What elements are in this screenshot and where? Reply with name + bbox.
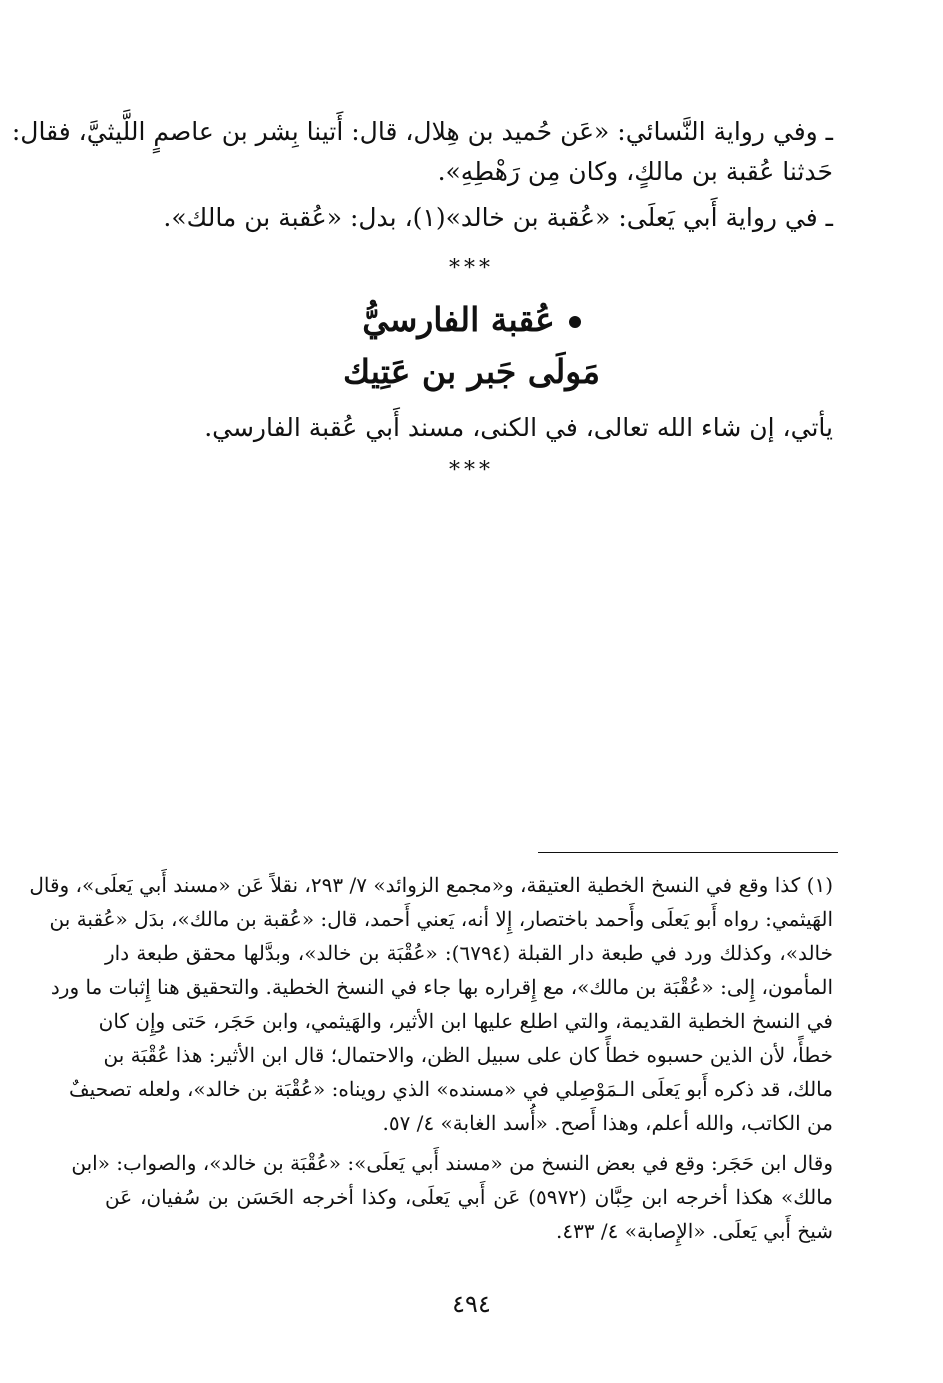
footnote-line: خالد»، وكذلك ورد في طبعة دار القبلة (٦٧٩٤): «عُقْبَة بن خالد»، وبدَّلها محقق طبعة دار bbox=[105, 941, 833, 965]
footnote-line: مالك، قد ذكره أَبو يَعلَى الـمَوْصِلي في «مسنده» الذي رويناه: «عُقْبَة بن خالد»، ولعله تصحيفٌ bbox=[68, 1077, 833, 1101]
section-heading-subtitle: مَولَى جَبر بن عَتِيك bbox=[342, 352, 601, 391]
body-line-3: ـ في رواية أَبي يَعلَى: «عُقبة بن خالد»(١)، بدل: «عُقبة بن مالك». bbox=[163, 203, 833, 232]
footnote-divider bbox=[538, 852, 838, 853]
footnote-line: مالك» هكذا أخرجه ابن حِبَّان (٥٩٧٢) عَن أَبي يَعلَى، وكذا أخرجه الحَسَن بن سُفيان، عَن bbox=[105, 1185, 833, 1209]
section-heading-title bbox=[0, 300, 943, 339]
footnote-line: خطأً، لأن الذين حسبوه خطأً كان على سبيل الظن، والاحتمال؛ قال ابن الأثير: هذا عُقْبَة بن bbox=[103, 1043, 833, 1067]
footnote-line: المأمون، إِلى: «عُقْبَة بن مالك»، مع إِقراره بها جاء في النسخ الخطية. والتحقيق هنا إِثبات ما ورد bbox=[50, 975, 833, 999]
body-line-2: حَدثنا عُقبة بن مالكٍ، وكان مِن رَهْطِهِ». bbox=[437, 157, 833, 186]
footnote-line: من الكاتب، والله أعلم، وهذا أَصح. «أُسد الغابة» ٤/ ٥٧. bbox=[382, 1111, 833, 1135]
page-number: ٤٩٤ bbox=[452, 1290, 491, 1318]
footnote-line: في النسخ الخطية القديمة، والتي اطلع عليها ابن الأثير، والهَيثمي، وابن حَجَر، حَتى وإِن كان bbox=[98, 1009, 833, 1033]
footnote-line: الهَيثمي: رواه أَبو يَعلَى وأَحمد باختصار، إِلا أنه، يَعني أَحمد، قال: «عُقبة بن مالك»، بدَل «عُقبة بن bbox=[49, 907, 833, 931]
footnote-line: شيخ أَبي يَعلَى. «الإِصابة» ٤/ ٤٣٣. bbox=[555, 1219, 833, 1243]
body-line-4: يأتي، إن شاء الله تعالى، في الكنى، مسند أَبي عُقبة الفارسي. bbox=[204, 413, 833, 442]
footnote-line: وقال ابن حَجَر: وقع في بعض النسخ من «مسند أَبي يَعلَى»: «عُقْبَة بن خالد»، والصواب: «ابن bbox=[71, 1151, 833, 1175]
heading-name: عُقبة الفارسيُّ bbox=[362, 300, 555, 339]
section-separator-2: *** bbox=[449, 458, 494, 483]
section-separator-1: *** bbox=[449, 256, 494, 281]
bullet-icon bbox=[569, 316, 581, 328]
body-line-1: ـ وفي رواية النَّسائي: «عَن حُميد بن هِلال، قال: أَتينا بِشر بن عاصمٍ اللَّيثيَّ، فقال: bbox=[11, 117, 833, 146]
footnote-line: (١) كذا وقع في النسخ الخطية العتيقة، و«مجمع الزوائد» ٧/ ٢٩٣، نقلاً عَن «مسند أَبي يَعلَى»، وقال bbox=[29, 873, 833, 897]
